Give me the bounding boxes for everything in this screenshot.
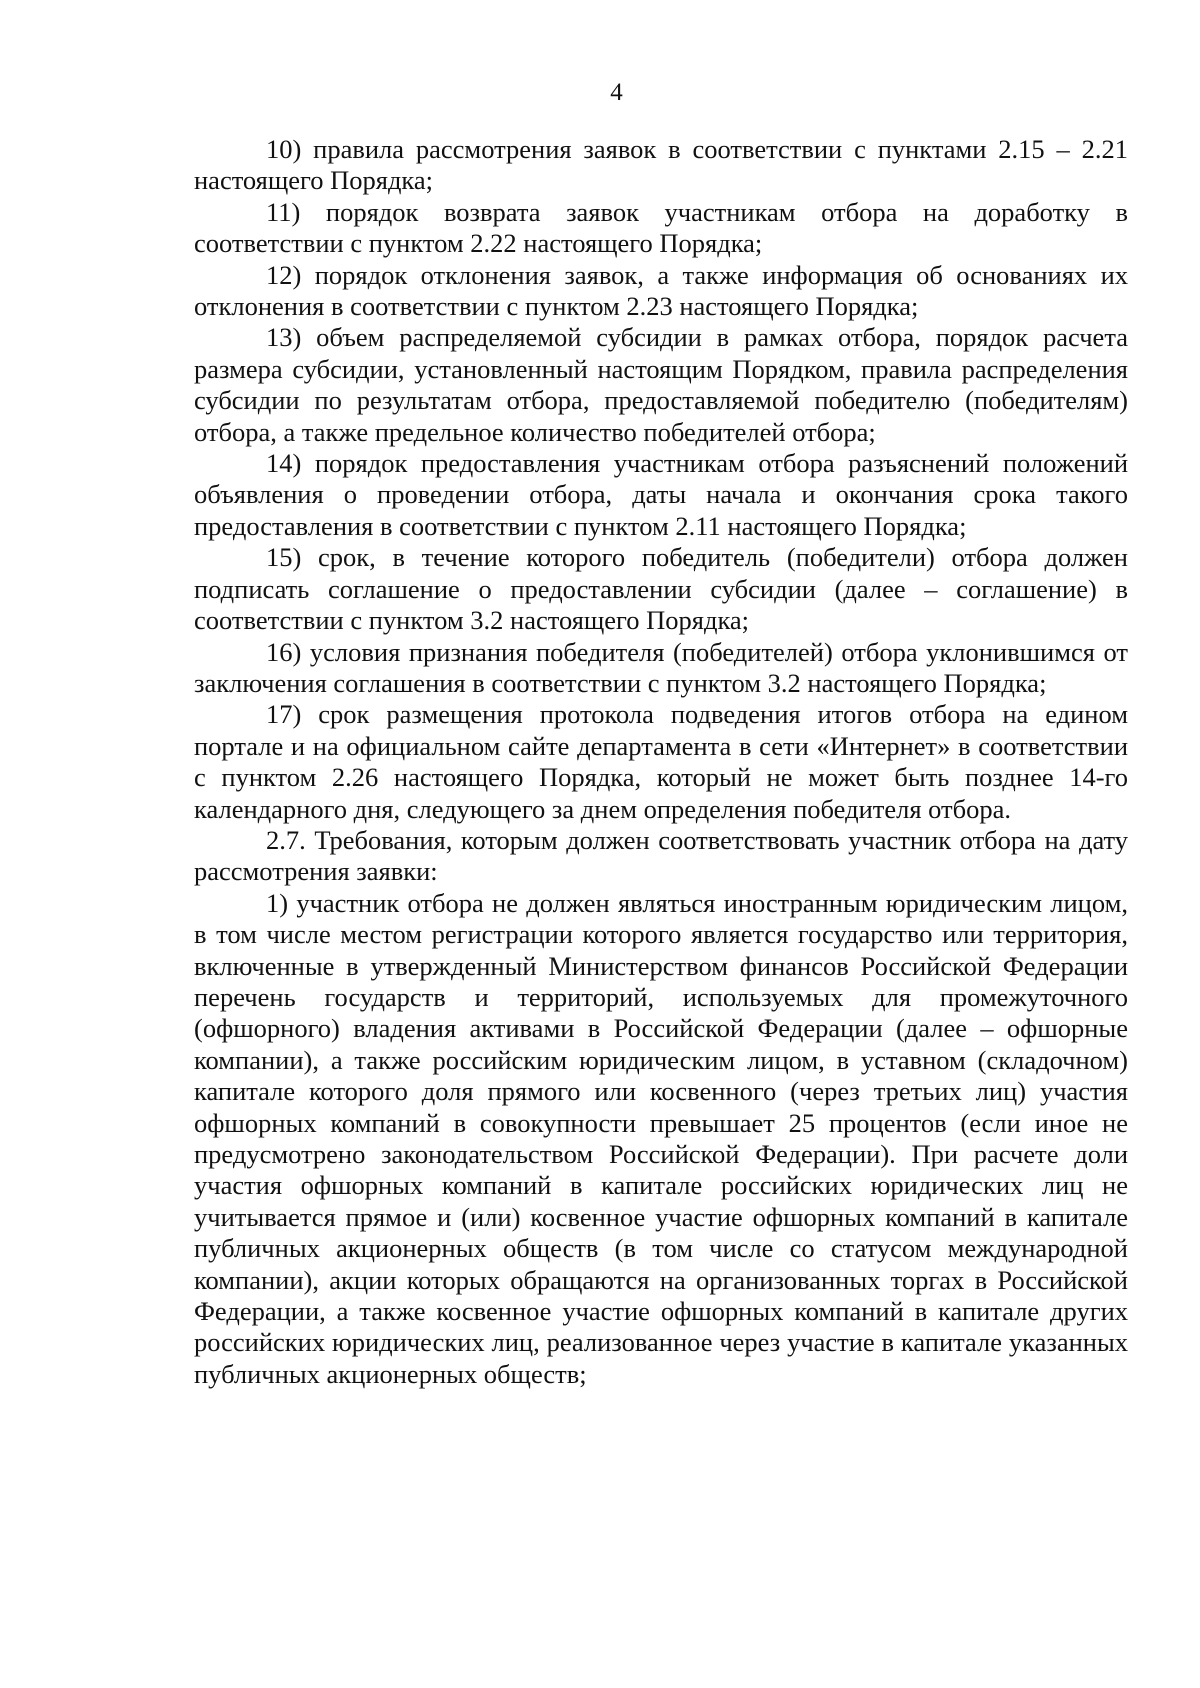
paragraph-item-11: 11) порядок возврата заявок участникам отбора на доработку в соответствии с пунктом 2.22 настоящего Порядка;	[194, 196, 1128, 259]
paragraph-item-16: 16) условия признания победителя (победителей) отбора уклонившимся от заключения соглашения в соответствии с пунктом 3.2 настоящего Порядка;	[194, 636, 1128, 698]
paragraph-item-10: 10) правила рассмотрения заявок в соответствии с пунктами 2.15 – 2.21 настоящего Порядка;	[194, 134, 1128, 196]
paragraph-item-15: 15) срок, в течение которого победитель (победители) отбора должен подписать соглашение о предоставлении субсидии (далее – соглашение) в соответствии с пунктом 3.2 настоящего Порядка;	[194, 542, 1128, 636]
document-body	[194, 134, 1128, 1390]
section-2-7-heading: 2.7. Требования, которым должен соответствовать участник отбора на дату рассмотрения заявки:	[194, 824, 1128, 887]
paragraph-item-14: 14) порядок предоставления участникам отбора разъяснений положений объявления о проведении отбора, даты начала и окончания срока такого предоставления в соответствии с пунктом 2.11 настоящего Порядка;	[194, 448, 1128, 541]
page-number: 4	[610, 79, 623, 106]
paragraph-item-13: 13) объем распределяемой субсидии в рамках отбора, порядок расчета размера субсидии, установленный настоящим Порядком, правила распределения субсидии по результатам отбора, предоставляемой победителю (победителям) отбора, а также предельное количество победителей отбора;	[194, 322, 1128, 447]
requirement-item-1: 1) участник отбора не должен являться иностранным юридическим лицом, в том числе местом регистрации которого является государство или территория, включенные в утвержденный Министерством финансов Российской Федерации перечень государств и территорий, используемых для промежуточного (офшорного) владения активами в Российской Федерации (далее – офшорные компании), а также российским юридическим лицом, в уставном (складочном) капитале которого доля прямого или косвенного (через третьих лиц) участия офшорных компаний в совокупности превышает 25 процентов (если иное не предусмотрено законодательством Российской Федерации). При расчете доли участия офшорных компаний в капитале российских юридических лиц не учитывается прямое и (или) косвенное участие офшорных компаний в капитале публичных акционерных обществ (в том числе со статусом международной компании), акции которых обращаются на организованных торгах в Российской Федерации, а также косвенное участие офшорных компаний в капитале других российских юридических лиц, реализованное через участие в капитале указанных публичных акционерных обществ;	[194, 887, 1128, 1389]
paragraph-item-17: 17) срок размещения протокола подведения итогов отбора на едином портале и на официальном сайте департамента в сети «Интернет» в соответствии с пунктом 2.26 настоящего Порядка, который не может быть позднее 14-го календарного дня, следующего за днем определения победителя отбора.	[194, 699, 1128, 824]
paragraph-item-12: 12) порядок отклонения заявок, а также информация об основаниях их отклонения в соответствии с пунктом 2.23 настоящего Порядка;	[194, 259, 1128, 322]
